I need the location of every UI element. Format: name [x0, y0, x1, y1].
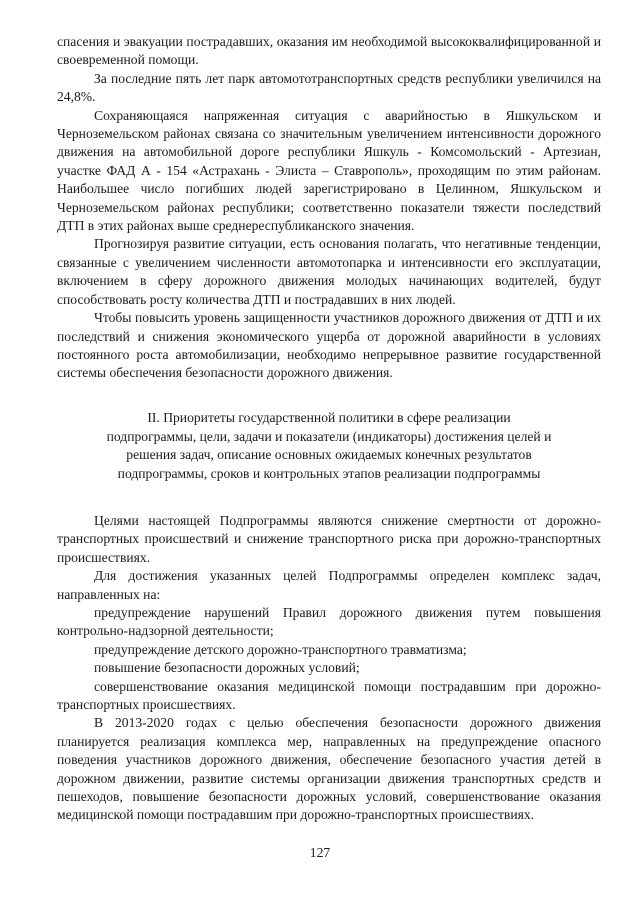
body-after-heading — [57, 512, 601, 825]
paragraph-2013-2020-measures: В 2013-2020 годах с целью обеспечения безопасности дорожного движения планируется реализация комплекса мер, направленных на предупреждение опасного поведения участников дорожного движения, обеспечение безопасного участия детей в дорожном движении, развитие системы организации движения транспортных средств и пешеходов, повышение безопасности дорожных условий, совершенствование оказания медицинской помощи пострадавшим при дорожно-транспортных происшествиях. — [57, 715, 601, 823]
section-heading-line: II. Приоритеты государственной политики в сфере реализации — [147, 409, 511, 425]
page-number: 127 — [309, 845, 331, 860]
paragraph-protection-level: Чтобы повысить уровень защищенности участников дорожного движения от ДТП и их последствий и снижения экономического ущерба от дорожной аварийности в условиях постоянного роста автомобилизации, необходимо непрерывное развитие государственной системы обеспечения безопасности дорожного движения. — [57, 310, 601, 381]
document-page — [57, 33, 601, 825]
task-list-item: совершенствование оказания медицинской помощи пострадавшим при дорожно-транспортных происшествиях. — [57, 678, 601, 712]
task-list-item: предупреждение нарушений Правил дорожного движения путем повышения контрольно-надзорной деятельности; — [57, 604, 601, 639]
paragraph-vehicle-fleet: За последние пять лет парк автомототранспортных средств республики увеличился на 24,8%. — [57, 70, 601, 105]
paragraph-accident-situation: Сохраняющаяся напряженная ситуация с аварийностью в Яшкульском и Черноземельском районах связана со значительным увеличением интенсивности дорожного движения на автомобильной дороге республики Яшкуль - Комсомольский - Артезиан, участке ФАД А - 154 «Астрахань - Элиста – Ставрополь», проходящим по этим районам. Наибольшее число погибших людей зарегистрировано в Целинном, Яшкульском и Черноземельском районах республики; соответственно показатели тяжести последствий ДТП в этих районах выше среднереспубликанского значения. — [57, 107, 601, 234]
paragraph-forecast: Прогнозируя развитие ситуации, есть основания полагать, что негативные тенденции, связанные с увеличением численности автомотопарка и интенсивности его эксплуатации, включением в сферу дорожного движения молодых начинающих водителей, будут способствовать росту количества ДТП и пострадавших в них людей. — [57, 236, 601, 307]
section-heading-line: решения задач, описание основных ожидаемых конечных результатов — [126, 447, 532, 463]
section-heading — [57, 409, 601, 484]
section-heading-line: подпрограммы, сроков и контрольных этапов реализации подпрограммы — [117, 466, 541, 482]
body-before-heading — [57, 33, 601, 383]
paragraph-rescue: спасения и эвакуации пострадавших, оказания им необходимой высококвалифицированной и своевременной помощи. — [57, 34, 601, 68]
paragraph-tasks-intro: Для достижения указанных целей Подпрограммы определен комплекс задач, направленных на: — [57, 568, 601, 602]
task-list-item: повышение безопасности дорожных условий; — [94, 660, 360, 676]
task-list-item: предупреждение детского дорожно-транспортного травматизма; — [94, 641, 467, 657]
section-heading-line: подпрограммы, цели, задачи и показатели (индикаторы) достижения целей и — [106, 428, 552, 444]
paragraph-goals: Целями настоящей Подпрограммы являются снижение смертности от дорожно-транспортных происшествий и снижение транспортного риска при дорожно-транспортных происшествиях. — [57, 512, 601, 565]
